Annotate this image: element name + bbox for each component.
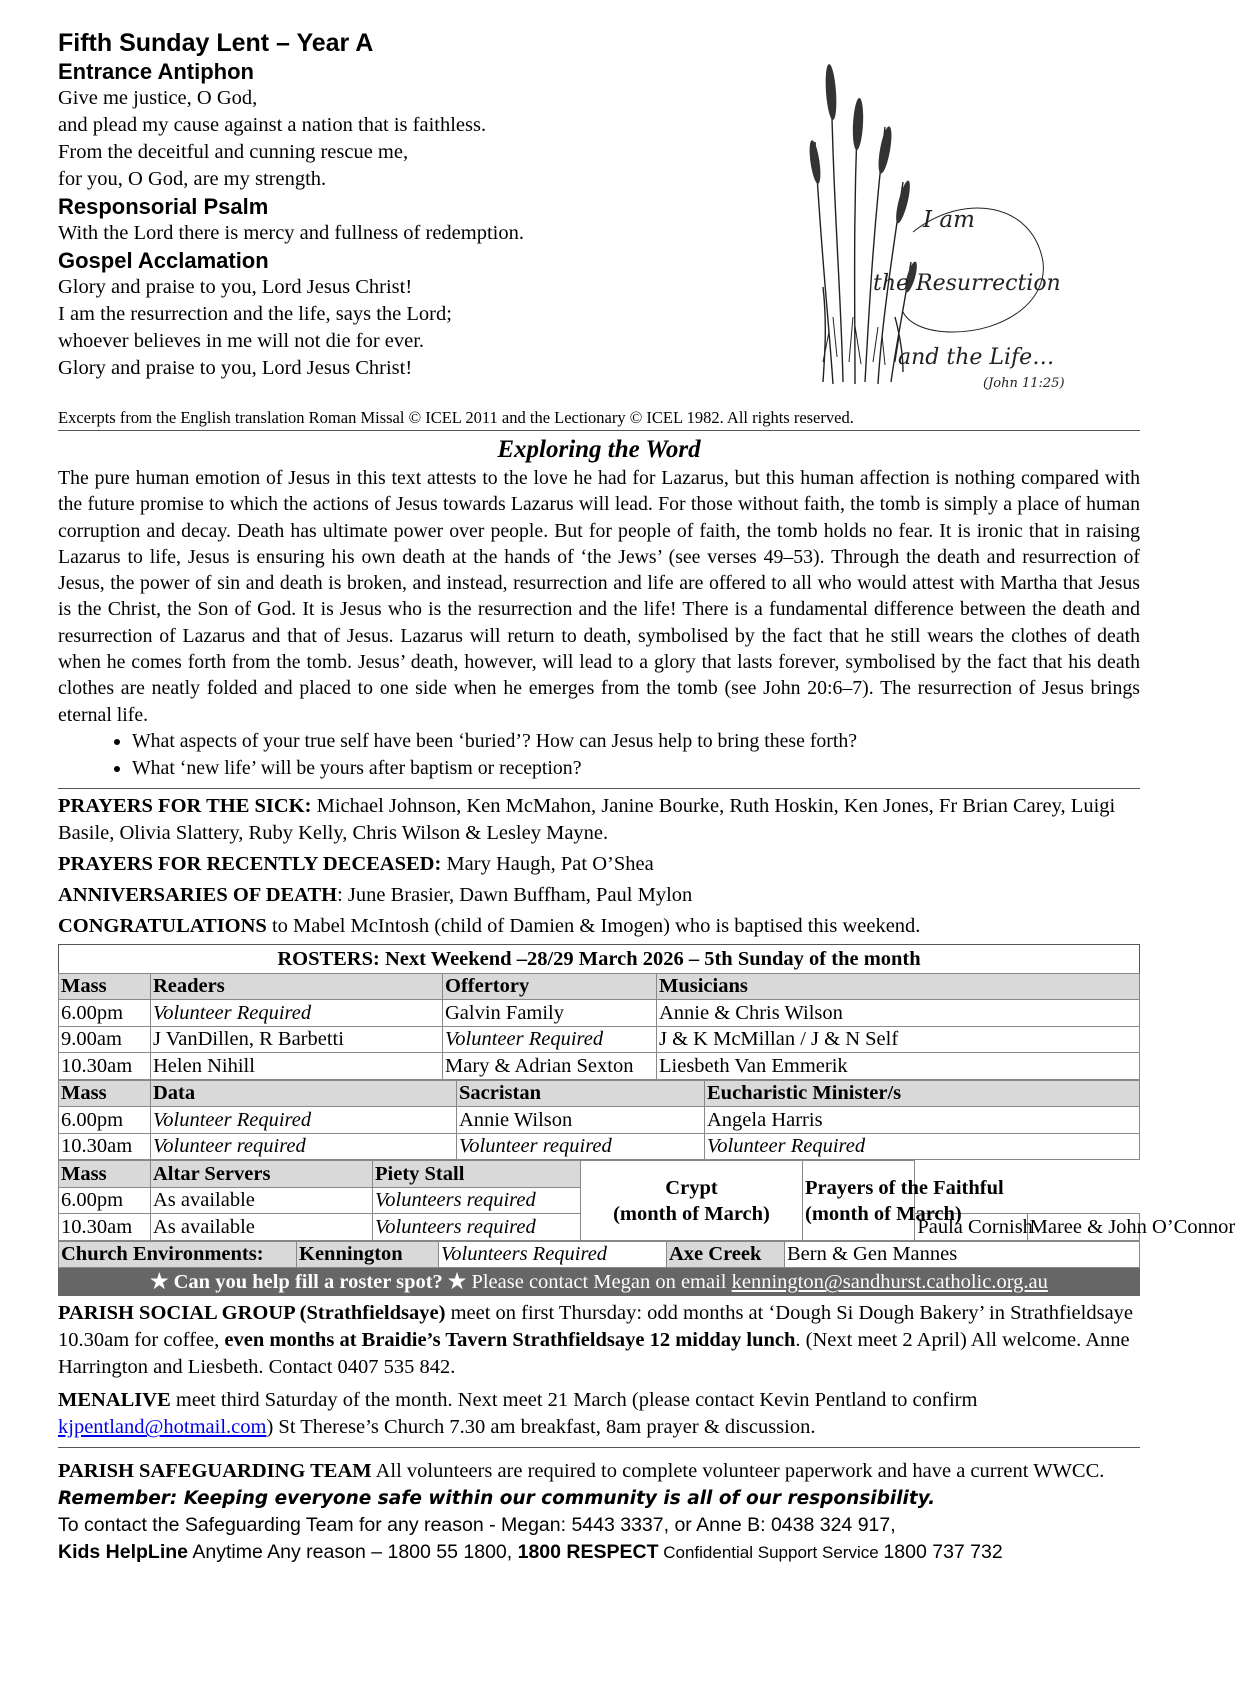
psalm-line: With the Lord there is mercy and fullness of redemption.	[58, 222, 524, 244]
header-altar-servers: Altar Servers	[151, 1161, 373, 1188]
cell-readers: Helen Nihill	[151, 1053, 443, 1080]
roster-help-bar	[58, 1268, 1140, 1296]
cell-prayers-of-faithful: Maree & John O’Connor	[1027, 1214, 1139, 1241]
table-row	[59, 1107, 1140, 1134]
list-item: • What aspects of your true self have been ‘buried’? How can Jesus help to bring these forth?	[132, 728, 1140, 755]
divider	[58, 788, 1140, 789]
entrance-line: Give me justice, O God,	[58, 87, 258, 109]
kids-helpline-label: Kids HelpLine	[58, 1541, 189, 1564]
sick-names: Michael Johnson, Ken McMahon, Janine Bourke, Ruth Hoskin, Ken Jones, Fr Brian Carey, Luigi Basile, Olivia Slattery, Ruby Kelly, Chris Wilson & Lesley Mayne.	[58, 794, 1116, 844]
cell-mass: 6.00pm	[59, 1000, 151, 1027]
cell-musicians: Annie & Chris Wilson	[657, 1000, 1140, 1027]
page-title: Fifth Sunday Lent – Year A	[58, 29, 374, 57]
header-sacristan: Sacristan	[457, 1080, 705, 1107]
artwork-reference: (John 11:25)	[983, 376, 1065, 391]
cell-musicians: J & K McMillan / J & N Self	[657, 1026, 1140, 1053]
social-group-notice	[58, 1300, 1140, 1381]
help-bold: ★ Can you help fill a roster spot? ★	[150, 1271, 467, 1294]
roster-table-environments	[58, 1241, 1140, 1269]
header-data: Data	[151, 1080, 457, 1107]
cell-data: Volunteer Required	[151, 1107, 457, 1134]
helplines	[58, 1539, 1140, 1566]
header-crypt: Crypt	[665, 1176, 718, 1199]
cell-altar-servers: As available	[151, 1187, 373, 1214]
artwork-text-life: and the Life…	[898, 345, 1055, 370]
anniversaries-label: ANNIVERSARIES OF DEATH	[58, 883, 338, 906]
header-mass: Mass	[59, 1080, 151, 1107]
wheat-artwork	[803, 32, 1148, 407]
safeguarding-contact: To contact the Safeguarding Team for any reason - Megan: 5443 3337, or Anne B: 0438 324 917,	[58, 1514, 896, 1537]
sick-notice	[58, 793, 1140, 847]
cell-piety-stall: Volunteers required	[373, 1214, 581, 1241]
cell-mass: 6.00pm	[59, 1187, 151, 1214]
cell-mass: 10.30am	[59, 1214, 151, 1241]
deceased-label: PRAYERS FOR RECENTLY DECEASED:	[58, 852, 442, 875]
table-header-row	[59, 1080, 1140, 1107]
deceased-names: Mary Haugh, Pat O’Shea	[441, 852, 654, 875]
gospel-heading: Gospel Acclamation	[58, 248, 269, 273]
environments-kennington-value: Volunteers Required	[439, 1241, 667, 1268]
bulletin-page	[58, 28, 1235, 1566]
artwork-text-i-am: I am	[923, 207, 975, 233]
header-prayers-of-faithful: Prayers of the Faithful	[805, 1176, 1004, 1199]
gospel-line: I am the resurrection and the life, says the Lord;	[58, 303, 452, 325]
anniversaries-names: : June Brasier, Dawn Buffham, Paul Mylon	[337, 883, 693, 906]
safeguarding-label: PARISH SAFEGUARDING TEAM	[58, 1460, 372, 1483]
environments-kennington-label: Kennington	[297, 1241, 439, 1268]
cell-sacristan: Annie Wilson	[457, 1107, 705, 1134]
table-row	[59, 1053, 1140, 1080]
entrance-line: From the deceitful and cunning rescue me,	[58, 141, 409, 163]
anniversaries-notice	[58, 882, 1140, 909]
word-body: The pure human emotion of Jesus in this text attests to the love he had for Lazarus, but this human affection is nothing compared with the future promise to which the actions of Jesus towards Lazarus will lead. For those without faith, the tomb is simply a place of human corruption and decay. Death has ultimate power over people. But for people of faith, the tomb holds no fear. It is ironic that in raising Lazarus to life, Jesus is ensuring his own death at the hands of ‘the Jews’ (see verses 49–53). Through the death and resurrection of Jesus, the power of sin and death is broken, and instead, resurrection and life are offered to all who would attest with Martha that Jesus is the Christ, the Son of God. It is Jesus who is the resurrection and the life! There is a fundamental difference between the death and resurrection of Lazarus and that of Jesus. Lazarus will return to death, symbolised by the fact that he still wears the clothes of death when he comes forth from the tomb. Jesus’ death, however, will lead to a glory that lasts forever, symbolised by the fact that his death clothes are neatly folded and placed to one side when he emerges from the tomb (see John 20:6–7). The resurrection of Jesus brings eternal life.	[58, 467, 1140, 726]
safeguarding-notice	[58, 1458, 1140, 1512]
gospel-line: whoever believes in me will not die for ever.	[58, 330, 425, 352]
header-eucharistic-ministers: Eucharistic Minister/s	[705, 1080, 1140, 1107]
wheat-drawing	[803, 32, 1148, 407]
table-header-row	[59, 1161, 1140, 1188]
entrance-heading: Entrance Antiphon	[58, 59, 254, 84]
congratulations-label: CONGRATULATIONS	[58, 914, 267, 937]
menalive-text-1: meet third Saturday of the month. Next meet 21 March (please contact Kevin Pentland to confirm	[170, 1389, 978, 1412]
menalive-label: MENALIVE	[58, 1389, 171, 1412]
gospel-line: Glory and praise to you, Lord Jesus Christ!	[58, 276, 413, 298]
congratulations-text: to Mabel McIntosh (child of Damien & Imogen) who is baptised this weekend.	[266, 914, 921, 937]
header-musicians: Musicians	[657, 973, 1140, 1000]
roster-table-data	[58, 1080, 1140, 1161]
cell-mass: 9.00am	[59, 1026, 151, 1053]
cell-readers: J VanDillen, R Barbetti	[151, 1026, 443, 1053]
social-text-2: . (Next meet 2 April) All welcome. Anne Harrington and Liesbeth. Contact 0407 535 842.	[58, 1329, 1130, 1379]
header-crypt-sub: (month of March)	[613, 1202, 770, 1225]
cell-mass: 6.00pm	[59, 1107, 151, 1134]
cell-mass: 10.30am	[59, 1133, 151, 1160]
divider	[58, 430, 1140, 431]
congratulations-notice	[58, 913, 1140, 940]
parish-groups	[58, 1300, 1140, 1441]
table-row	[59, 1241, 1140, 1268]
table-row	[59, 1026, 1140, 1053]
entrance-line: for you, O God, are my strength.	[58, 168, 327, 190]
table-header-row	[59, 973, 1140, 1000]
roster-email-link[interactable]: kennington@sandhurst.catholic.org.au	[731, 1271, 1048, 1294]
crypt-header-cell	[581, 1161, 803, 1241]
table-row	[59, 1000, 1140, 1027]
cell-offertory: Mary & Adrian Sexton	[443, 1053, 657, 1080]
cell-piety-stall: Volunteers required	[373, 1187, 581, 1214]
menalive-notice	[58, 1387, 1140, 1441]
header-offertory: Offertory	[443, 973, 657, 1000]
help-text: Please contact Megan on email	[466, 1271, 732, 1294]
cell-readers: Volunteer Required	[151, 1000, 443, 1027]
sick-label: PRAYERS FOR THE SICK:	[58, 794, 312, 817]
header-piety-stall: Piety Stall	[373, 1161, 581, 1188]
header-readers: Readers	[151, 973, 443, 1000]
safeguarding-text: All volunteers are required to complete volunteer paperwork and have a current WWCC.	[371, 1460, 1105, 1483]
roster-table-servers	[58, 1160, 1235, 1241]
kids-helpline-text: Anytime Any reason – 1800 55 1800,	[188, 1541, 518, 1564]
social-bold: even months at Braidie’s Tavern Strathfieldsaye 12 midday lunch	[224, 1329, 796, 1352]
cell-sacristan: Volunteer required	[457, 1133, 705, 1160]
cell-eucharistic-ministers: Volunteer Required	[705, 1133, 1140, 1160]
cell-altar-servers: As available	[151, 1214, 373, 1241]
roster-section	[58, 944, 1235, 1297]
word-title: Exploring the Word	[497, 436, 701, 463]
social-text-1: meet on first Thursday: odd months at ‘Dough Si Dough Bakery’ in Strathfieldsaye 10.30am for coffee,	[58, 1302, 1134, 1352]
cell-crypt: Paula Cornish	[915, 1214, 1027, 1241]
list-item: • What ‘new life’ will be yours after baptism or reception?	[132, 755, 1140, 782]
menalive-text-2: ) St Therese’s Church 7.30 am breakfast, 8am prayer & discussion.	[266, 1416, 816, 1439]
respect-service: Confidential Support Service	[658, 1543, 884, 1563]
roster-title: ROSTERS: Next Weekend –28/29 March 2026 – 5th Sunday of the month	[58, 944, 1140, 973]
cell-data: Volunteer required	[151, 1133, 457, 1160]
deceased-notice	[58, 851, 1140, 878]
safeguarding-section	[58, 1458, 1140, 1566]
psalm-heading: Responsorial Psalm	[58, 194, 269, 219]
readings-section	[58, 28, 1140, 430]
readings	[58, 28, 818, 382]
cell-offertory: Galvin Family	[443, 1000, 657, 1027]
roster-table-readers	[58, 973, 1140, 1080]
cell-musicians: Liesbeth Van Emmerik	[657, 1053, 1140, 1080]
header-prayers-of-faithful-sub: (month of March)	[805, 1202, 962, 1225]
entrance-line: and plead my cause against a nation that is faithless.	[58, 114, 487, 136]
cell-offertory: Volunteer Required	[443, 1026, 657, 1053]
menalive-email-link[interactable]: kjpentland@hotmail.com	[58, 1416, 267, 1439]
respect-number: 1800 737 732	[883, 1541, 1003, 1564]
divider	[58, 1447, 1140, 1448]
gospel-line: Glory and praise to you, Lord Jesus Christ!	[58, 357, 413, 379]
environments-label: Church Environments:	[59, 1241, 297, 1268]
cell-mass: 10.30am	[59, 1053, 151, 1080]
environments-axe-creek-label: Axe Creek	[667, 1241, 785, 1268]
copyright-credit: Excerpts from the English translation Roman Missal © ICEL 2011 and the Lectionary © ICEL 1982. All rights reserved.	[58, 408, 854, 427]
respect-label: 1800 RESPECT	[517, 1541, 659, 1564]
safeguarding-emphasis: Remember: Keeping everyone safe within our community is all of our responsibility.	[58, 1488, 936, 1510]
cell-eucharistic-ministers: Angela Harris	[705, 1107, 1140, 1134]
header-mass: Mass	[59, 1161, 151, 1188]
environments-axe-creek-value: Bern & Gen Mannes	[785, 1241, 1140, 1268]
notices	[58, 793, 1140, 940]
artwork-text-resurrection: the Resurrection	[873, 271, 1061, 296]
table-row	[59, 1133, 1140, 1160]
reflection-questions	[58, 728, 1140, 782]
header-mass: Mass	[59, 973, 151, 1000]
exploring-the-word	[58, 435, 1140, 782]
social-label: PARISH SOCIAL GROUP (Strathfieldsaye)	[58, 1302, 446, 1325]
